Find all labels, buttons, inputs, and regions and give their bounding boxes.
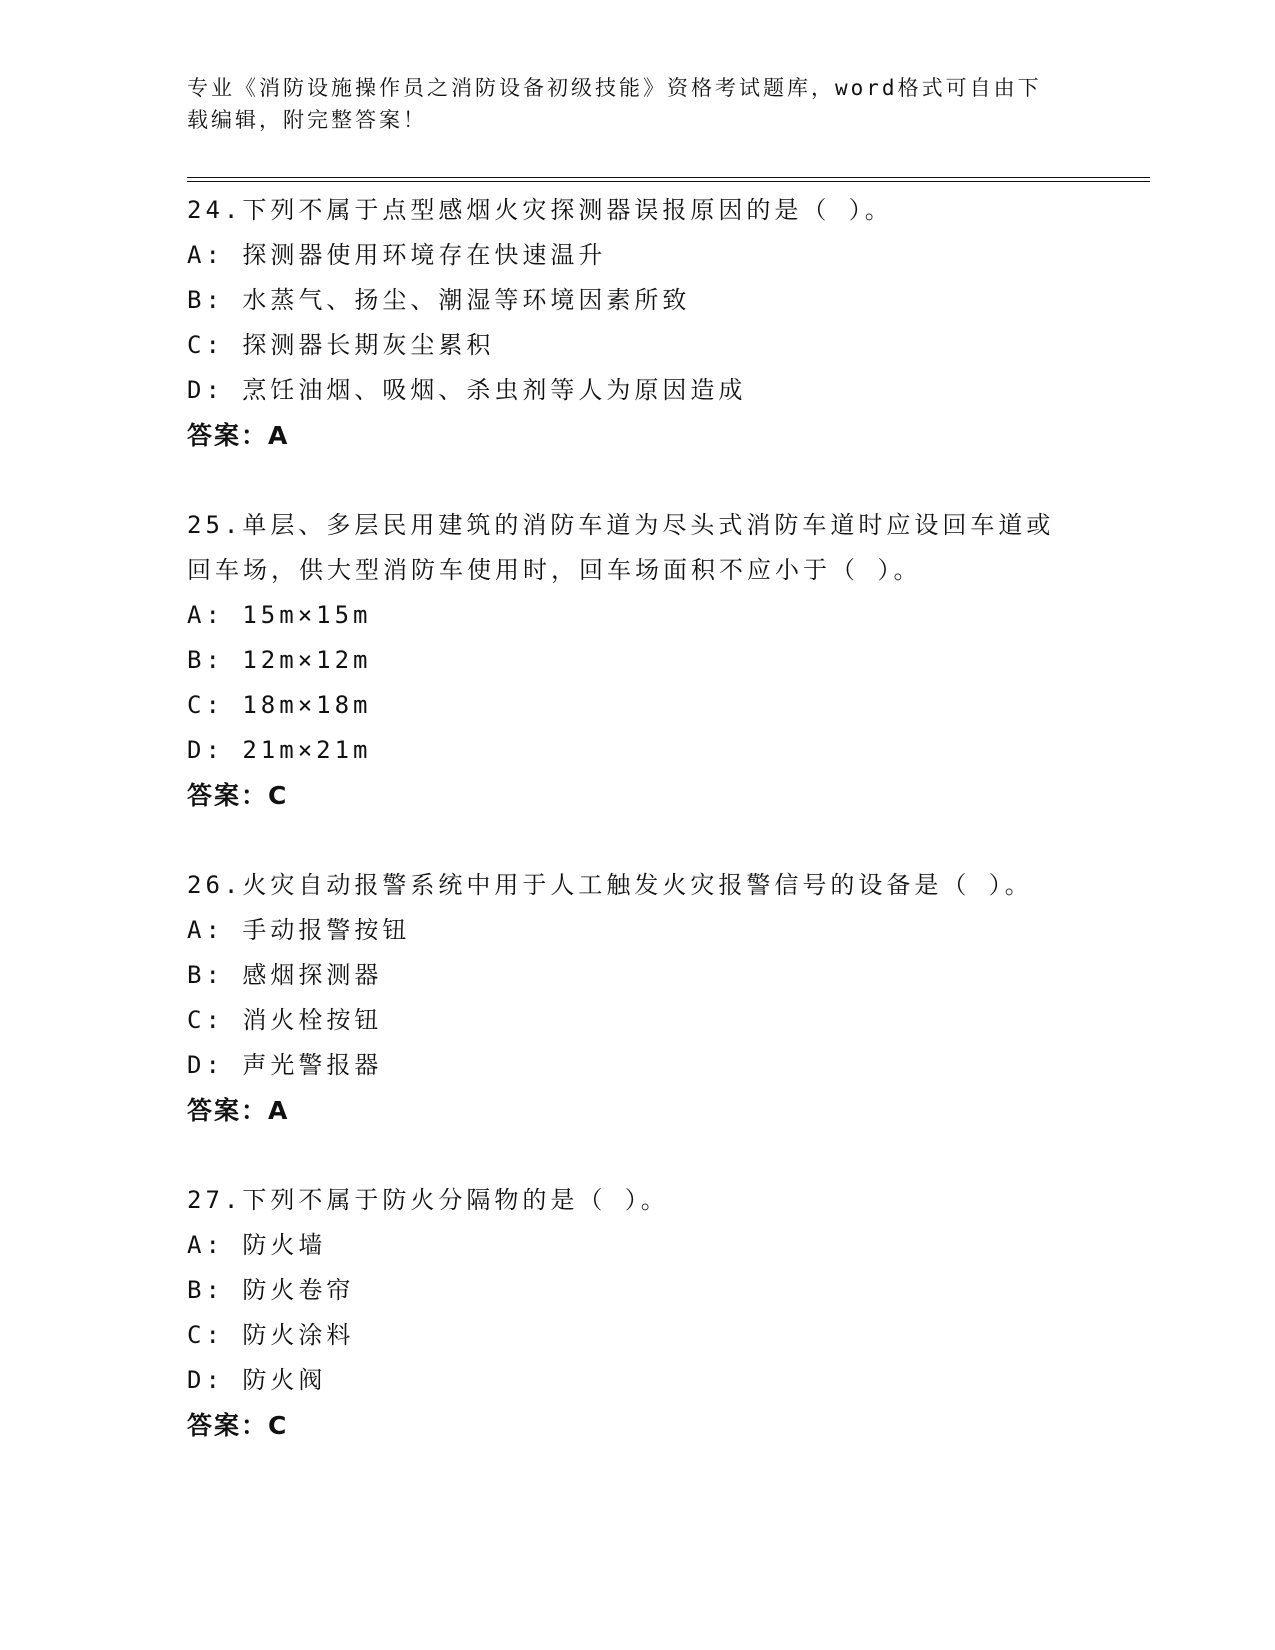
answer-label: 答案：C [187,1411,289,1440]
document-header [187,72,1087,136]
question-25 [187,503,1087,818]
option-b: B: 感烟探测器 [187,961,383,989]
option-b: B: 水蒸气、扬尘、潮湿等环境因素所致 [187,286,691,314]
answer-label: 答案：C [187,781,289,810]
question-27 [187,1178,1087,1448]
option-d: D: 21m×21m [187,736,372,764]
question-stem-continued: 回车场，供大型消防车使用时，回车场面积不应小于（ ）。 [187,556,922,584]
question-24 [187,188,1087,458]
option-c: C: 18m×18m [187,691,372,719]
option-d: D: 烹饪油烟、吸烟、杀虫剂等人为原因造成 [187,376,747,404]
option-a: A: 手动报警按钮 [187,916,411,944]
header-line: 专业《消防设施操作员之消防设备初级技能》资格考试题库，word格式可自由下 [187,76,1042,100]
option-d: D: 防火阀 [187,1366,327,1394]
header-divider [187,177,1150,182]
option-b: B: 防火卷帘 [187,1276,355,1304]
header-line: 载编辑，附完整答案！ [187,108,427,132]
option-a: A: 15m×15m [187,601,372,629]
option-b: B: 12m×12m [187,646,372,674]
question-26 [187,863,1087,1133]
option-a: A: 防火墙 [187,1231,327,1259]
option-d: D: 声光警报器 [187,1051,383,1079]
answer-label: 答案：A [187,1096,290,1125]
question-stem: 27.下列不属于防火分隔物的是（ ）。 [187,1186,669,1214]
answer-label: 答案：A [187,421,290,450]
question-list [187,188,1087,1493]
question-stem: 24.下列不属于点型感烟火灾探测器误报原因的是（ ）。 [187,196,893,224]
option-c: C: 探测器长期灰尘累积 [187,331,495,359]
option-c: C: 防火涂料 [187,1321,355,1349]
question-stem: 26.火灾自动报警系统中用于人工触发火灾报警信号的设备是（ ）。 [187,871,1033,899]
option-a: A: 探测器使用环境存在快速温升 [187,241,607,269]
option-c: C: 消火栓按钮 [187,1006,383,1034]
question-stem: 25.单层、多层民用建筑的消防车道为尽头式消防车道时应设回车道或 [187,511,1055,539]
